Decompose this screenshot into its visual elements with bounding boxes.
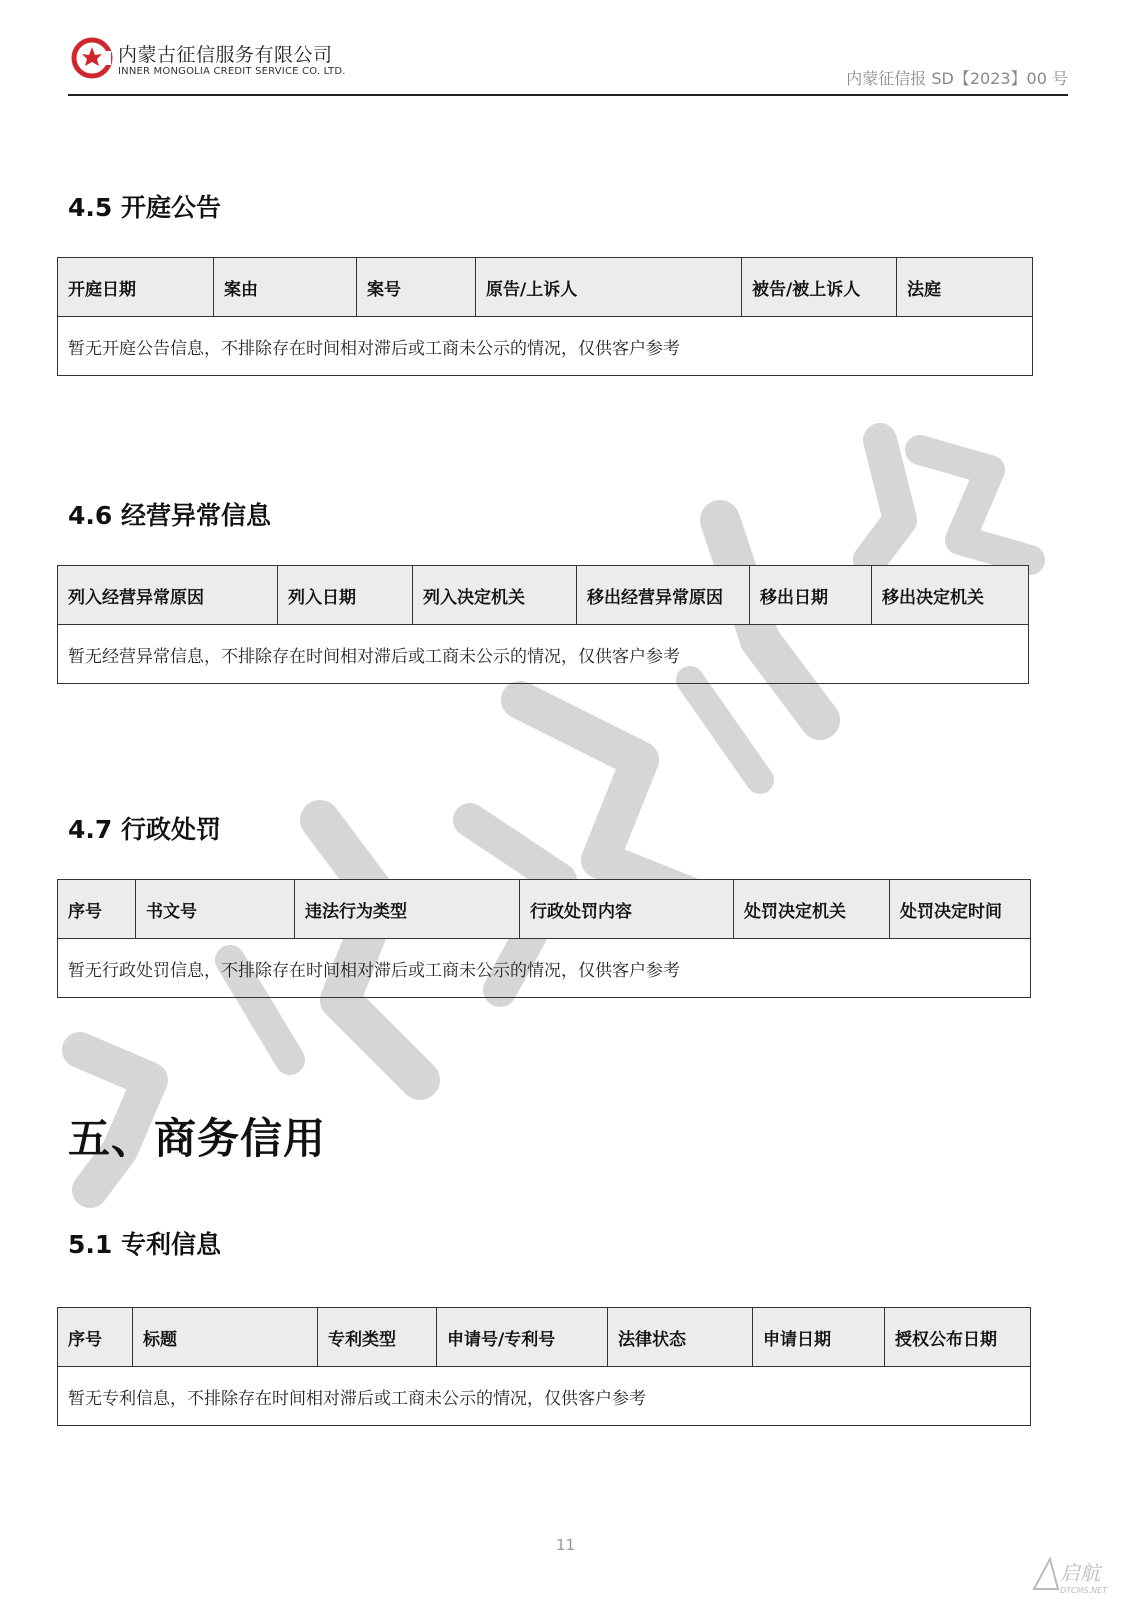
badge-text: 启航: [1060, 1561, 1100, 1585]
col-header: 开庭日期: [58, 258, 214, 317]
badge-subtext: DTCMS.NET: [1060, 1586, 1108, 1595]
col-header: 书文号: [136, 880, 295, 939]
col-header: 案由: [214, 258, 357, 317]
empty-notice: 暂无专利信息，不排除存在时间相对滞后或工商未公示的情况，仅供客户参考: [58, 1367, 1031, 1426]
col-header: 案号: [357, 258, 476, 317]
col-header: 法庭: [897, 258, 1033, 317]
col-header: 申请日期: [753, 1308, 885, 1367]
col-header: 移出经营异常原因: [577, 566, 750, 625]
table-row: [58, 625, 1029, 684]
table-header-row: [58, 1308, 1031, 1367]
col-header: 列入经营异常原因: [58, 566, 278, 625]
col-header: 处罚决定时间: [890, 880, 1031, 939]
section-title-court-notices: 4.5 开庭公告: [68, 193, 221, 222]
section-title-patents: 5.1 专利信息: [68, 1230, 221, 1259]
col-header: 原告/上诉人: [476, 258, 742, 317]
page-header: [68, 32, 1068, 96]
page-number: 11: [555, 1536, 576, 1554]
court-notices-table: [57, 257, 1033, 376]
col-header: 法律状态: [608, 1308, 753, 1367]
col-header: 移出决定机关: [872, 566, 1029, 625]
table-row: [58, 1367, 1031, 1426]
col-header: 列入决定机关: [413, 566, 577, 625]
table-header-row: [58, 880, 1031, 939]
col-header: 移出日期: [750, 566, 872, 625]
table-row: [58, 939, 1031, 998]
col-header: 行政处罚内容: [520, 880, 734, 939]
col-header: 被告/被上诉人: [742, 258, 897, 317]
col-header: 申请号/专利号: [437, 1308, 608, 1367]
table-header-row: [58, 566, 1029, 625]
document-code: 内蒙征信报 SD【2023】00 号: [846, 69, 1068, 88]
company-name-en: INNER MONGOLIA CREDIT SERVICE CO. LTD.: [118, 66, 346, 77]
abnormal-operations-table: [57, 565, 1029, 684]
empty-notice: 暂无行政处罚信息，不排除存在时间相对滞后或工商未公示的情况，仅供客户参考: [58, 939, 1031, 998]
col-header: 授权公布日期: [885, 1308, 1031, 1367]
footer-watermark-badge: [1030, 1553, 1120, 1597]
col-header: 标题: [133, 1308, 318, 1367]
table-header-row: [58, 258, 1033, 317]
company-name-cn: 内蒙古征信服务有限公司: [118, 44, 333, 66]
section-title-abnormal-operations: 4.6 经营异常信息: [68, 501, 271, 530]
empty-notice: 暂无开庭公告信息，不排除存在时间相对滞后或工商未公示的情况，仅供客户参考: [58, 317, 1033, 376]
sail-icon: [1030, 1553, 1120, 1597]
col-header: 序号: [58, 880, 136, 939]
col-header: 专利类型: [318, 1308, 437, 1367]
patents-table: [57, 1307, 1031, 1426]
table-row: [58, 317, 1033, 376]
empty-notice: 暂无经营异常信息，不排除存在时间相对滞后或工商未公示的情况，仅供客户参考: [58, 625, 1029, 684]
section-title-administrative-penalties: 4.7 行政处罚: [68, 815, 221, 844]
col-header: 序号: [58, 1308, 133, 1367]
chapter-title-business-credit: 五、商务信用: [68, 1114, 327, 1163]
col-header: 处罚决定机关: [734, 880, 890, 939]
company-logo-icon: [71, 37, 113, 79]
administrative-penalties-table: [57, 879, 1031, 998]
col-header: 列入日期: [278, 566, 413, 625]
col-header: 违法行为类型: [295, 880, 520, 939]
